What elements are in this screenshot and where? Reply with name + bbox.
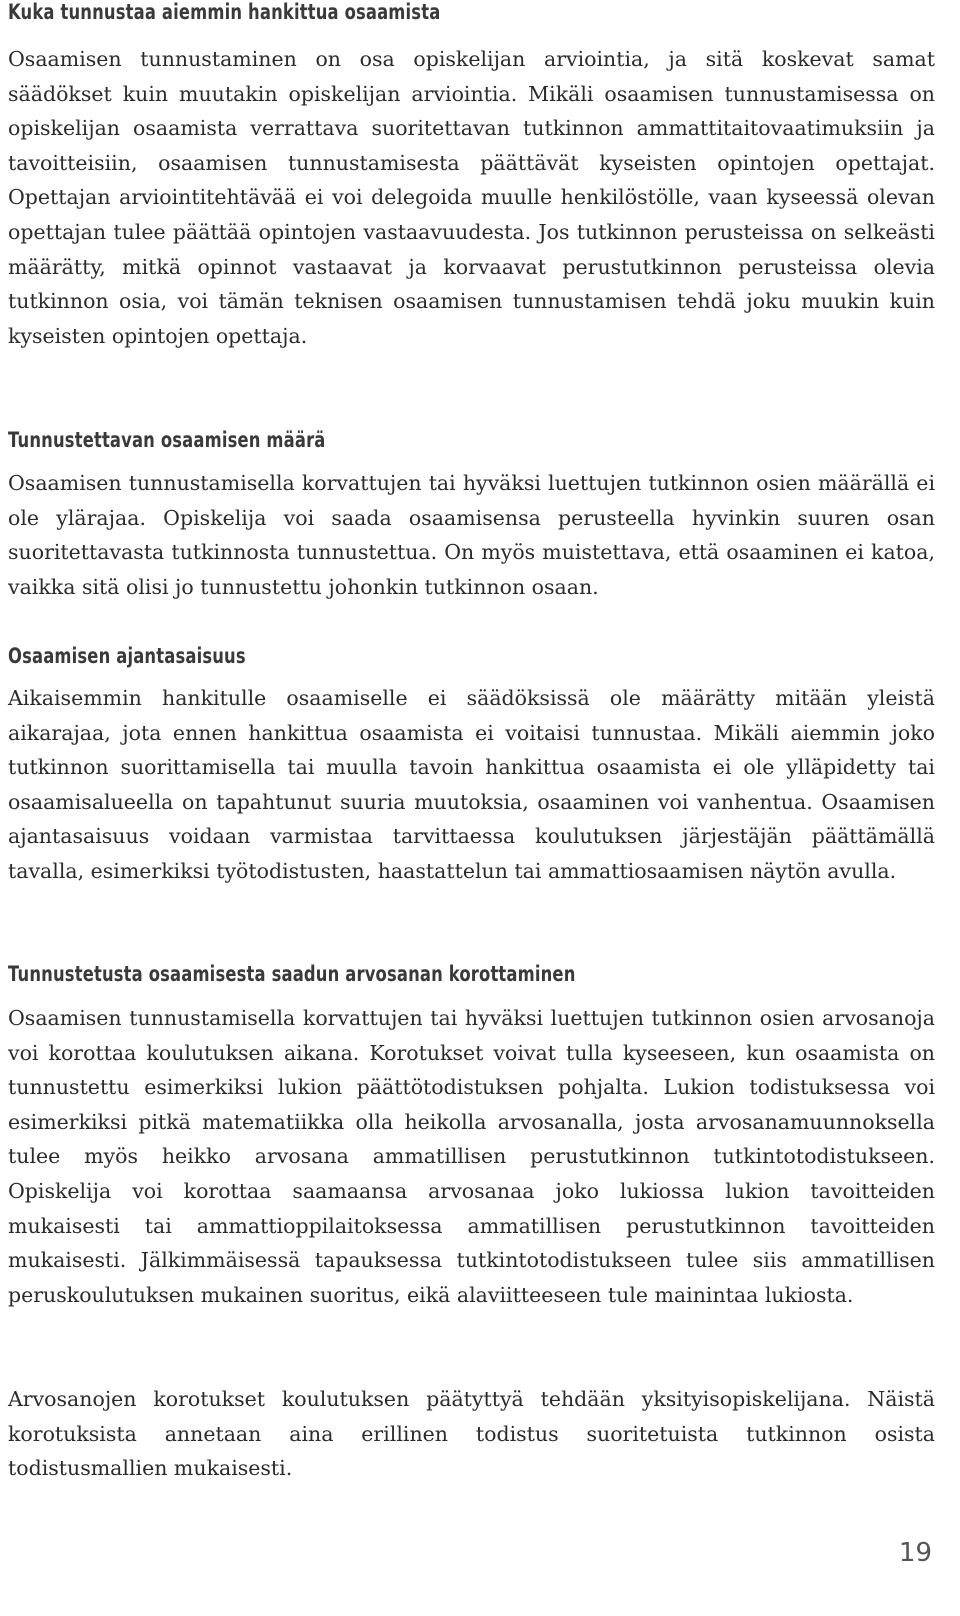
section-paragraph-grade-raising: Osaamisen tunnustamisella korvattujen tai hyväksi luettujen tutkinnon osien arvosanoja voi korottaa koulutuksen aikana. Korotukset voivat tulla kyseeseen, kun osaamista on tunnustettu esimerkiksi lukion päättötodistuksen pohjalta. Lukion todistuksessa voi esimerkiksi pitkä matematiikka olla heikolla arvosanalla, josta arvosanamuunnoksella tulee myös heikko arvosana ammatillisen perustutkinnon tutkintotodistukseen. Opiskelija voi korottaa saamaansa arvosanaa joko lukiossa lukion tavoitteiden mukaisesti tai ammattioppilaitoksessa ammatillisen perustutkinnon tavoitteiden mukaisesti. Jälkimmäisessä tapauksessa tutkintotodistukseen tulee siis ammatillisen peruskoulutuksen mukainen suoritus, eikä alaviitteeseen tule mainintaa lukiosta. xyxy=(8,1006,935,1307)
section-heading-currency: Osaamisen ajantasaisuus xyxy=(8,644,246,668)
page-number: 19 xyxy=(898,1538,932,1568)
section-heading-who-recognizes: Kuka tunnustaa aiemmin hankittua osaamista xyxy=(8,0,441,24)
section-paragraph-grade-raising-2: Arvosanojen korotukset koulutuksen päätyttyä tehdään yksityisopiskelijana. Näistä korotuksista annetaan aina erillinen todistus suoritetuista tutkinnon osista todistusmallien mukaisesti. xyxy=(8,1387,935,1481)
section-paragraph-amount: Osaamisen tunnustamisella korvattujen tai hyväksi luettujen tutkinnon osien määrällä ei ole ylärajaa. Opiskelija voi saada osaamisensa perusteella hyvinkin suuren osan suoritettavasta tutkinnosta tunnustettua. On myös muistettava, että osaaminen ei katoa, vaikka sitä olisi jo tunnustettu johonkin tutkinnon osaan. xyxy=(8,471,935,599)
section-heading-grade-raising: Tunnustetusta osaamisesta saadun arvosanan korottaminen xyxy=(8,962,576,986)
section-heading-amount: Tunnustettavan osaamisen määrä xyxy=(8,428,326,452)
section-paragraph-who-recognizes: Osaamisen tunnustaminen on osa opiskelijan arviointia, ja sitä koskevat samat säädökset kuin muutakin opiskelijan arviointia. Mikäli osaamisen tunnustamisessa on opiskelijan osaamista verrattava suoritettavan tutkinnon ammattitaitovaatimuksiin ja tavoitteisiin, osaamisen tunnustamisesta päättävät kyseisten opintojen opettajat. Opettajan arviointitehtävää ei voi delegoida muulle henkilöstölle, vaan kyseessä olevan opettajan tulee päättää opintojen vastaavuudesta. Jos tutkinnon perusteissa on selkeästi määrätty, mitkä opinnot vastaavat ja korvaavat perustutkinnon perusteissa olevia tutkinnon osia, voi tämän teknisen osaamisen tunnustamisen tehdä joku muukin kuin kyseisten opintojen opettaja. xyxy=(8,47,935,348)
section-paragraph-currency: Aikaisemmin hankitulle osaamiselle ei säädöksissä ole määrätty mitään yleistä aikarajaa, jota ennen hankittua osaamista ei voitaisi tunnustaa. Mikäli aiemmin joko tutkinnon suorittamisella tai muulla tavoin hankittua osaamista ei ole ylläpidetty tai osaamisalueella on tapahtunut suuria muutoksia, osaaminen voi vanhentua. Osaamisen ajantasaisuus voidaan varmistaa tarvittaessa koulutuksen järjestäjän päättämällä tavalla, esimerkiksi työtodistusten, haastattelun tai ammattiosaamisen näytön avulla. xyxy=(8,686,935,883)
